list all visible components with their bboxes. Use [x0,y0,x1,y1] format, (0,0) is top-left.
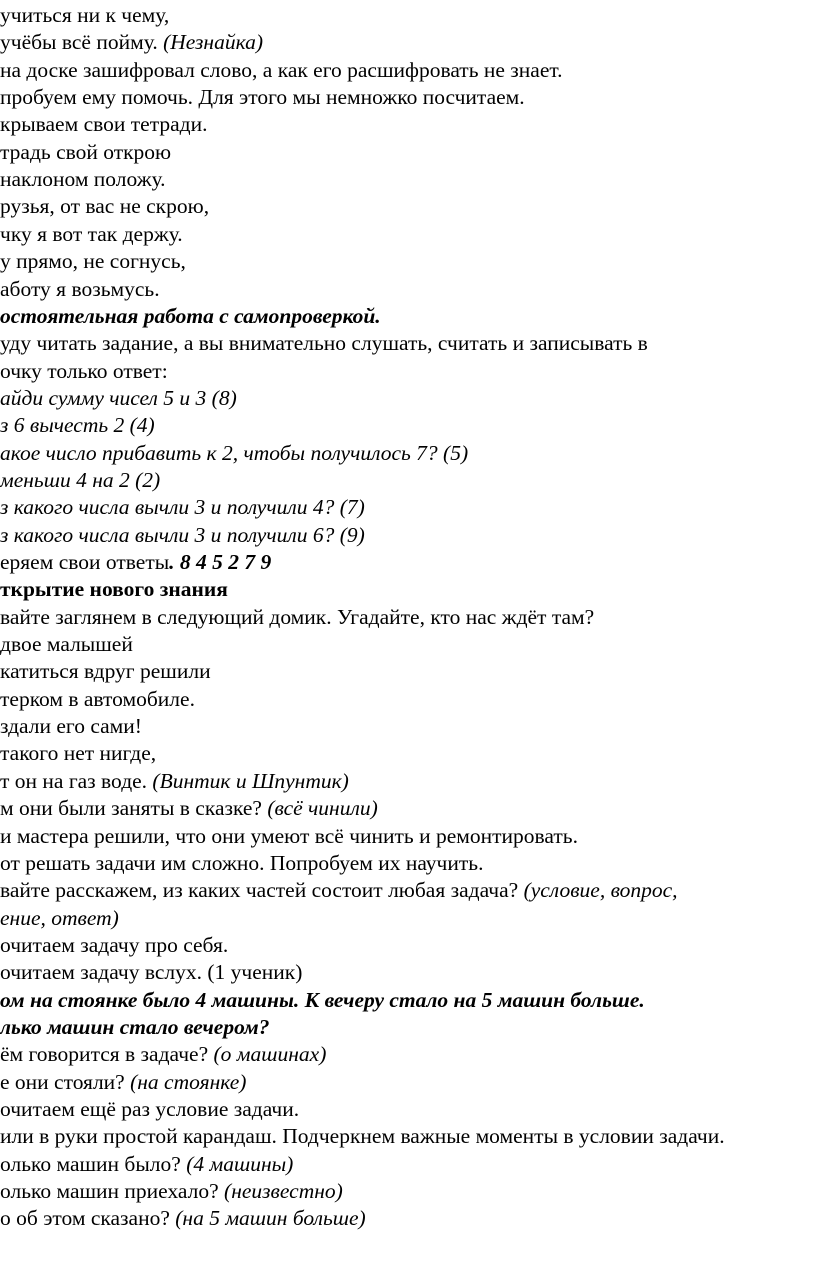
text-segment: очитаем ещё раз условие задачи. [0,1097,300,1121]
text-line [0,576,228,603]
text-segment: ом на стоянке было 4 машины. К вечеру стало на 5 машин больше. [0,987,645,1012]
text-segment: (на стоянке) [130,1069,247,1094]
text-line [0,412,155,439]
text-line [0,768,349,795]
text-segment: на доске зашифровал слово, а как его расшифровать не знает. [0,57,563,82]
text-segment: акое число прибавить к 2, чтобы получилось 7? (5) [0,440,469,465]
text-segment: очку только ответ: [0,358,168,383]
text-segment: олько машин приехало? [0,1179,225,1204]
text-segment: двое малышей [0,632,133,657]
text-segment: крываем свои тетради. [0,112,208,137]
text-line [0,248,186,275]
text-segment: вайте заглянем в следующий домик. Угадайте, кто нас ждёт там? [0,604,595,629]
text-segment: (неизвестно) [224,1179,343,1204]
text-segment: (Незнайка) [163,30,264,55]
text-line [0,1178,343,1205]
text-line [0,139,171,166]
text-line [0,1041,326,1068]
text-line [0,385,237,412]
text-line [0,987,645,1014]
text-line [0,658,211,685]
text-line [0,2,169,29]
text-segment: меньши 4 на 2 (2) [0,467,161,492]
text-line [0,850,483,877]
text-line [0,740,156,767]
text-segment: еряем свои ответы [0,550,170,574]
text-line [0,111,207,138]
text-segment: рузья, от вас не скрою, [0,194,210,219]
text-line [0,1069,246,1096]
text-segment: з 6 вычесть 2 (4) [0,413,155,438]
text-line [0,522,365,549]
text-segment: олько машин было? [0,1151,187,1176]
text-segment: вайте расскажем, из каких частей состоит любая задача? [0,878,524,903]
text-segment: з какого числа вычли 3 и получили 6? (9) [0,522,365,547]
text-line [0,440,468,467]
text-segment: чку я вот так держу. [0,221,183,246]
text-segment: (условие, вопрос, [523,878,678,903]
text-line [0,221,183,248]
text-segment: м они были заняты в сказке? [0,796,268,821]
text-line [0,358,168,385]
text-segment: ём говорится в задаче? [0,1042,214,1067]
text-segment: традь свой открою [0,139,172,164]
text-line [0,166,166,193]
text-segment: наклоном положу. [0,167,166,192]
text-line [0,823,578,850]
text-segment: такого нет нигде, [0,741,157,766]
text-line [0,84,525,111]
text-segment: е они стояли? [0,1069,131,1094]
text-segment: (4 машины) [186,1151,294,1176]
text-line [0,1151,293,1178]
text-line [0,57,563,84]
text-line [0,193,209,220]
text-segment: очитаем задачу вслух. (1 ученик) [0,960,303,985]
text-segment: уду читать задание, а вы внимательно слушать, считать и записывать в [0,331,648,356]
text-segment: (о машинах) [213,1042,327,1067]
text-line [0,276,160,303]
text-line [0,549,271,576]
text-segment: катиться вдруг решили [0,659,211,684]
text-line [0,467,160,494]
text-segment: о об этом сказано? [0,1206,176,1231]
text-line [0,1096,299,1123]
text-segment: (Винтик и Шпунтик) [152,768,349,793]
text-segment: терком в автомобиле. [0,686,195,711]
text-segment: очитаем задачу про себя. [0,932,229,957]
text-line [0,795,378,822]
text-segment: и мастера решили, что они умеют всё чинить и ремонтировать. [0,823,578,848]
text-line [0,604,594,631]
text-segment: или в руки простой карандаш. Подчеркнем важные моменты в условии задачи. [0,1124,725,1149]
text-line [0,686,195,713]
text-segment: учёбы всё пойму. [0,30,164,55]
text-segment: (на 5 машин больше) [175,1206,366,1231]
text-segment: . 8 4 5 2 7 9 [169,550,272,574]
text-line [0,932,228,959]
text-segment: т он на газ воде. [0,768,153,793]
text-line [0,330,648,357]
text-segment: аботу я возьмусь. [0,276,160,301]
text-line [0,631,133,658]
text-segment: з какого числа вычли 3 и получили 4? (7) [0,495,365,520]
text-segment: лько машин стало вечером? [0,1014,270,1039]
text-segment: у прямо, не согнусь, [0,249,186,274]
text-segment: (всё чинили) [267,796,378,821]
text-line [0,1205,366,1232]
text-segment: учиться ни к чему, [0,3,170,27]
text-line [0,1123,725,1150]
text-segment: ение, ответ) [0,905,119,930]
text-line [0,905,119,932]
text-segment: остоятельная работа с самопроверкой. [0,303,381,328]
text-segment: ткрытие нового знания [0,577,228,602]
text-line [0,713,142,740]
text-line [0,303,381,330]
text-segment: айди сумму чисел 5 и 3 (8) [0,385,237,410]
text-segment: пробуем ему помочь. Для этого мы немножко посчитаем. [0,85,525,110]
text-line [0,29,263,56]
text-line [0,1014,270,1041]
text-line [0,494,365,521]
text-line [0,877,678,904]
text-segment: от решать задачи им сложно. Попробуем их научить. [0,850,484,875]
text-line [0,959,302,986]
text-segment: здали его сами! [0,714,142,739]
